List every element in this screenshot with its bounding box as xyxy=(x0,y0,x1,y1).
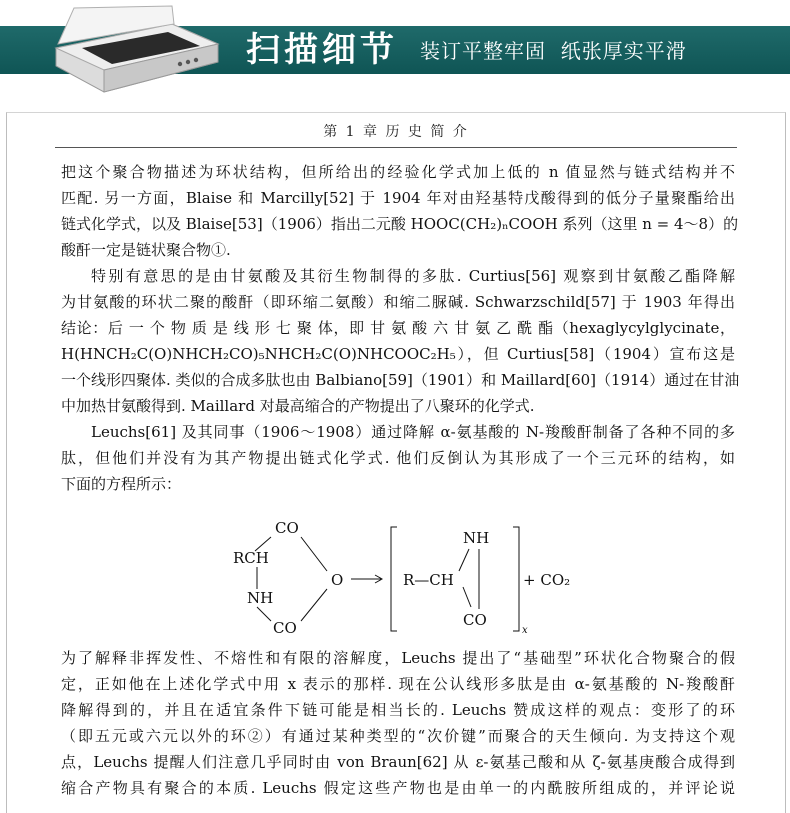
eq-byproduct: + CO₂ xyxy=(523,571,571,589)
book-page xyxy=(6,112,786,813)
text-line: 结论：后 一 个 物 质 是 线 形 七 聚 体，即 甘 氨 酸 六 甘 氨 乙 酰 酯（hexaglycylglycinate， xyxy=(61,319,735,337)
eq-left-nh: NH xyxy=(247,589,274,607)
paragraph-1 xyxy=(61,159,739,263)
paragraph-2 xyxy=(61,263,740,419)
eq-left-o: O xyxy=(331,571,344,589)
eq-reaction-arrow xyxy=(351,575,382,583)
banner xyxy=(0,0,790,100)
text-line: 特别有意思的是由甘氨酸及其衍生物制得的多肽. Curtius[56] 观察到甘氨酸乙酯降解 xyxy=(91,267,735,285)
running-head: 第 1 章 历 史 简 介 xyxy=(323,124,469,140)
text-line: 把这个聚合物描述为环状结构，但所给出的经验化学式加上低的 n 值显然与链式结构并不 xyxy=(61,163,735,181)
text-line: 链式化学式，以及 Blaise[53]（1906）指出二元酸 HOOC(CH₂)ₙCOOH 系列（这里 n = 4～8）的 xyxy=(61,215,739,233)
banner-subtitle: 装订平整牢固 纸张厚实平滑 xyxy=(420,39,687,63)
chemical-equation xyxy=(227,521,587,637)
text-line: H(HNCH₂C(O)NHCH₂CO)₅NHCH₂C(O)NHCOOC₂H₅），但 Curtius[58]（1904）宣布这是 xyxy=(61,345,735,363)
running-head-rule xyxy=(55,147,737,148)
text-line: 定，正如他在上述化学式中用 x 表示的那样. 现在公认线形多肽是由 α-氨基酸的 N-羧酸酐 xyxy=(61,675,735,693)
paragraph-4 xyxy=(61,645,735,801)
text-line: （即五元或六元以外的环②）有通过某种类型的“次价键”而聚合的天生倾向. 为支持这个观 xyxy=(61,727,735,745)
eq-subscript-x: x xyxy=(522,625,528,636)
text-line: 中加热甘氨酸得到. Maillard 对最高缩合的产物提出了八聚环的化学式. xyxy=(61,397,535,415)
eq-bracket-nh: NH xyxy=(463,529,490,547)
eq-left-co-top: CO xyxy=(275,521,299,537)
text-line: 肽，但他们并没有为其产物提出链式化学式. 他们反倒认为其形成了一个三元环的结构，如 xyxy=(61,449,735,467)
eq-bracket-co: CO xyxy=(463,611,487,629)
eq-left-rch: RCH xyxy=(233,549,269,567)
eq-left-co-bottom: CO xyxy=(273,619,297,637)
scanner-icon xyxy=(52,4,222,96)
eq-bracket-bonds xyxy=(459,549,479,609)
text-line: 降解得到的，并且在适宜条件下链可能是相当长的. Leuchs 赞成这样的观点：变形了的环 xyxy=(61,701,735,719)
eq-bracket-r: R—CH xyxy=(403,571,454,589)
text-line: Leuchs[61] 及其同事（1906～1908）通过降解 α-氨基酸的 N-羧酸酐制备了各种不同的多 xyxy=(91,423,735,441)
text-line: 下面的方程所示： xyxy=(61,475,182,493)
text-line: 酸酐一定是链状聚合物①. xyxy=(61,241,231,259)
banner-title: 扫描细节 xyxy=(246,30,398,70)
text-line: 为甘氨酸的环状二聚的酸酐（即环缩二氨酸）和缩二脲碱. Schwarzschild[57] 于 1903 年得出 xyxy=(61,293,735,311)
text-line: 缩合产物具有聚合的本质. Leuchs 假定这些产物也是由单一的内酰胺所组成的，并评论说 xyxy=(61,779,735,797)
text-line: 一个线形四聚体. 类似的合成多肽也由 Balbiano[59]（1901）和 Maillard[60]（1914）通过在甘油 xyxy=(61,371,740,389)
text-line: 匹配. 另一方面，Blaise 和 Marcilly[52] 于 1904 年对由羟基特戊酸得到的低分子量聚酯给出 xyxy=(61,189,735,207)
paragraph-3 xyxy=(61,419,735,497)
text-line: 为了解释非挥发性、不熔性和有限的溶解度，Leuchs 提出了“基础型”环状化合物聚合的假 xyxy=(61,649,735,667)
text-line: 点，Leuchs 提醒人们注意几乎同时由 von Braun[62] 从 ε-氨基己酸和从 ζ-氨基庚酸合成得到 xyxy=(61,753,735,771)
